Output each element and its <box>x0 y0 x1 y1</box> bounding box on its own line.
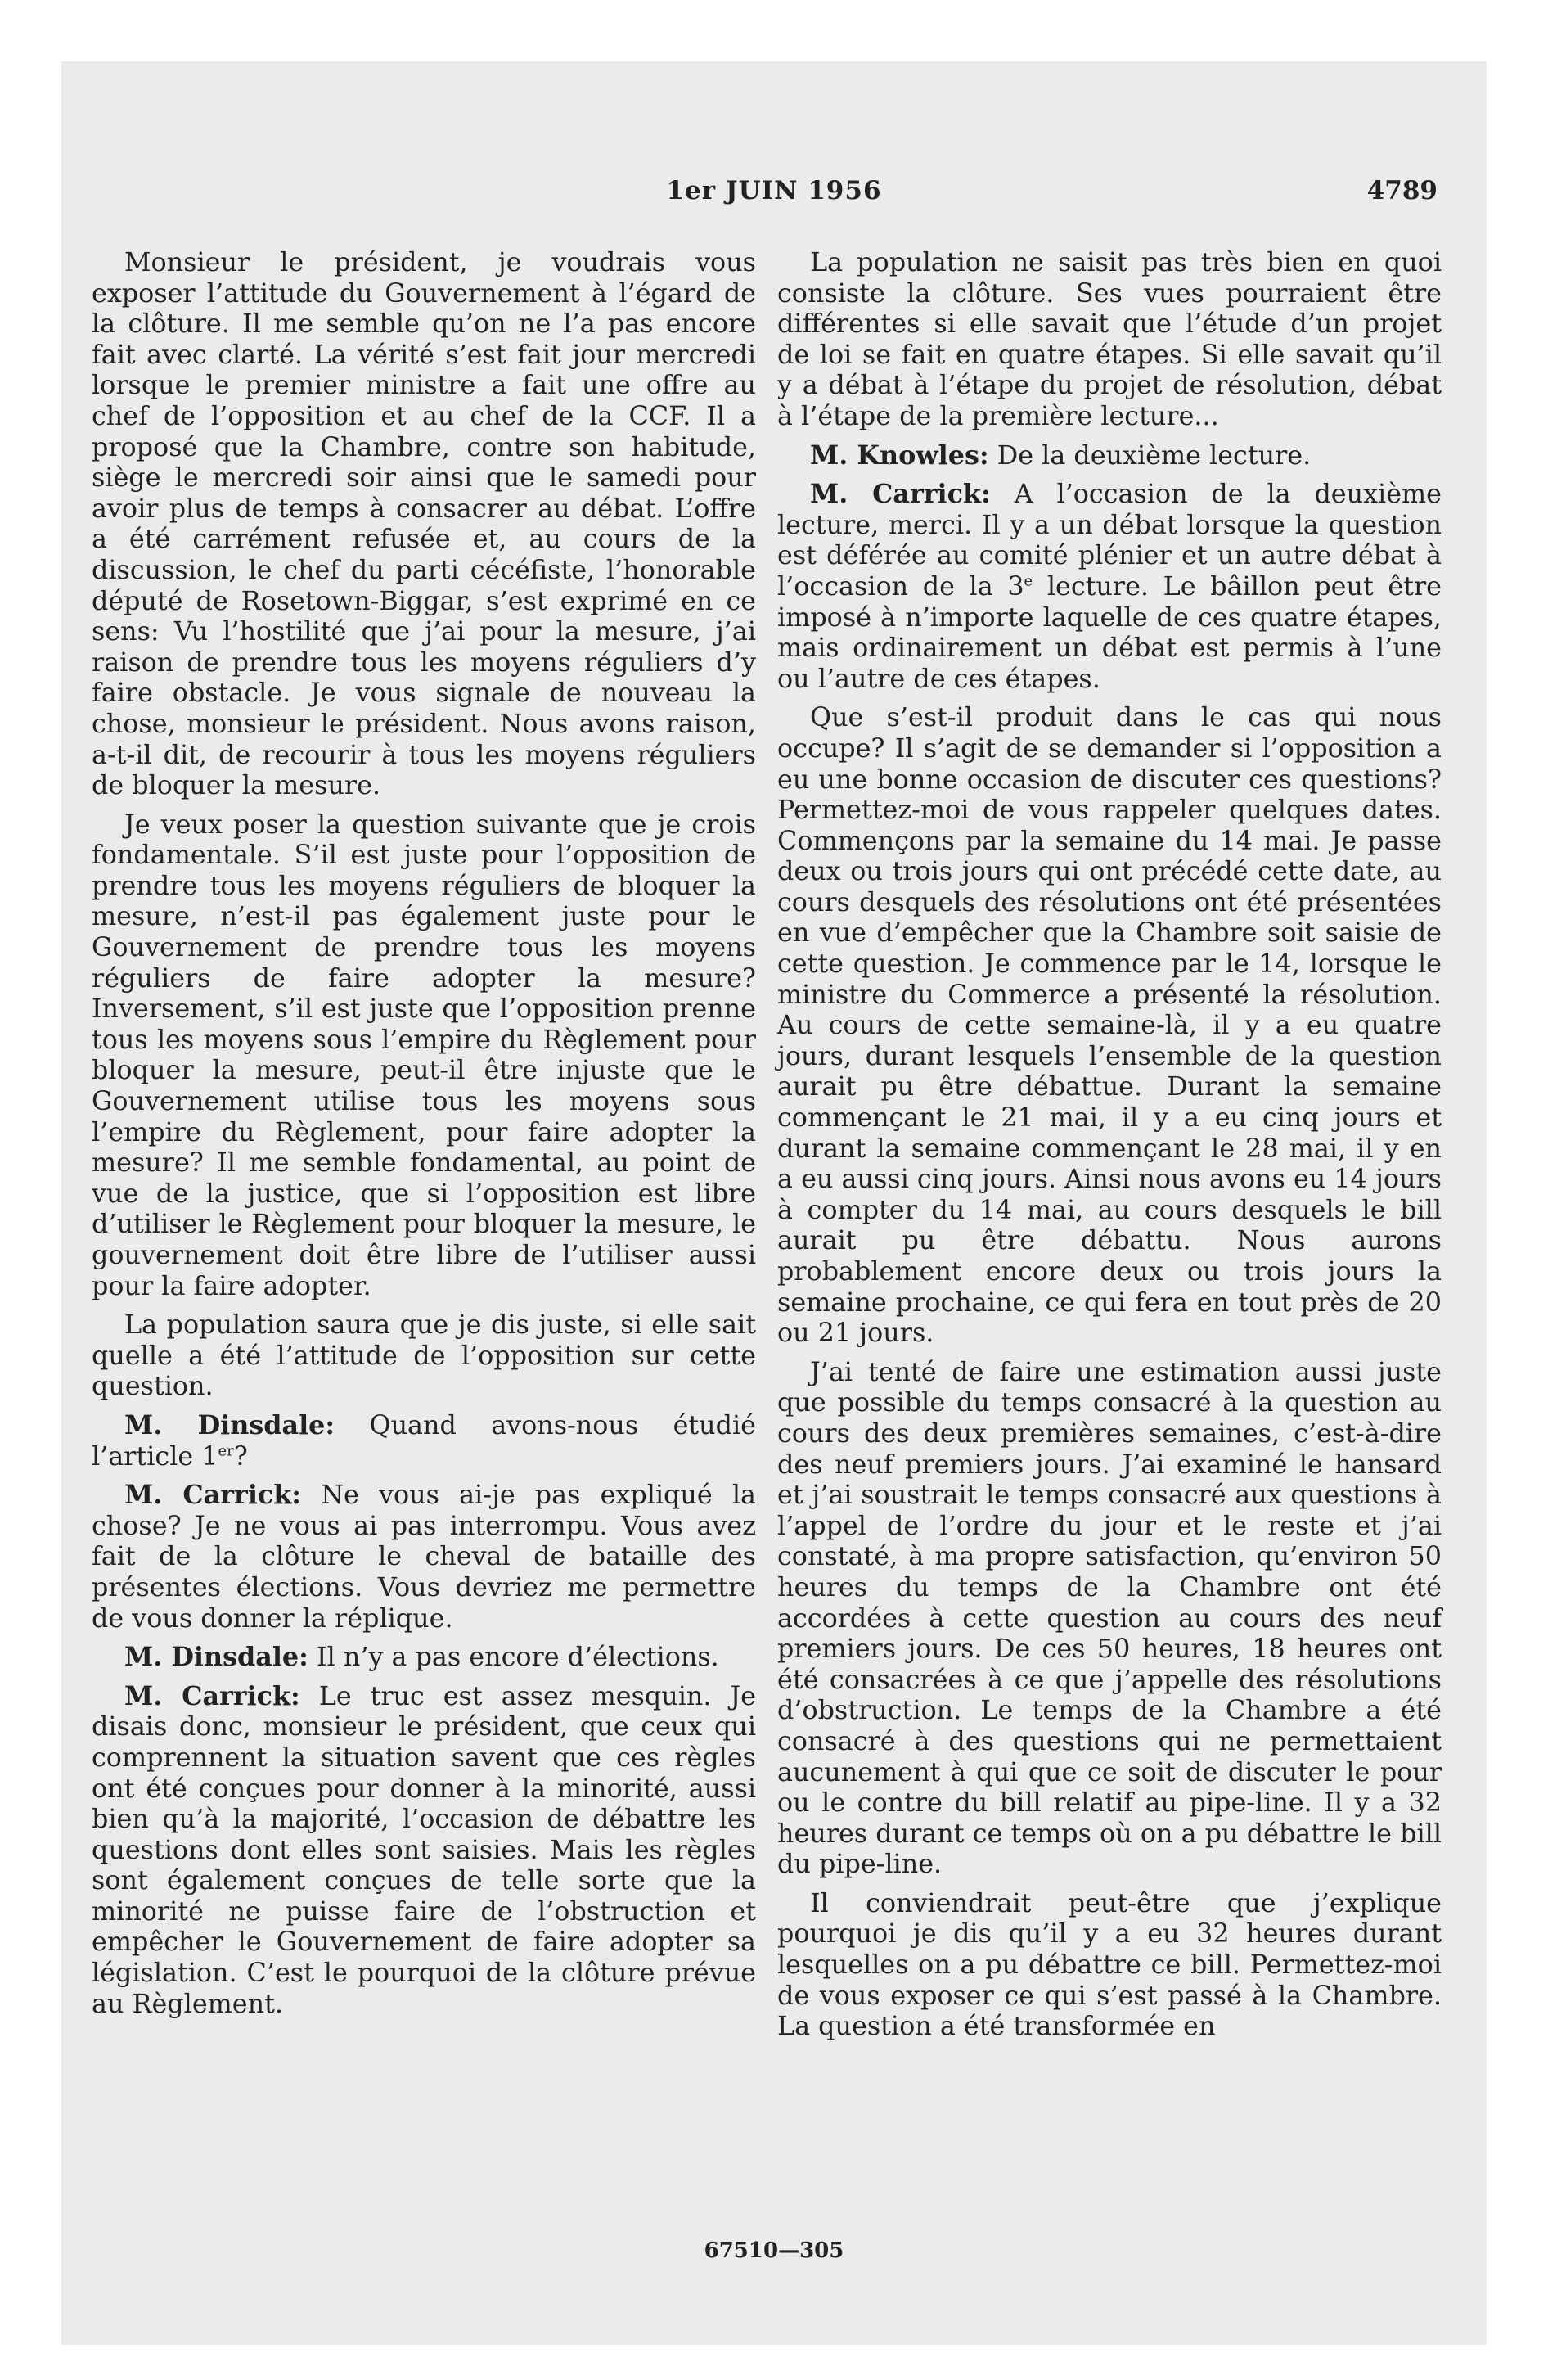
paragraph-text: Le truc est assez mesquin. Je disais donc, monsieur le président, que ceux qui comprennent la situation savent que ces règles ont été conçues pour donner à la minorité, aussi bien qu’à la majorité, l’occasion de débattre les questions dont elles sont saisies. Mais les règles sont également conçues de telle sorte que la minorité ne puisse faire de l’obstruction et empêcher le Gouvernement de faire adopter sa législation. C’est le pourquoi de la clôture prévue au Règlement. <box>92 1680 757 2019</box>
paragraph <box>92 809 756 1302</box>
paragraph-text: J’ai tenté de faire une estimation aussi juste que possible du temps consacré à la question au cours des deux premières semaines, c’est-à-dire des neuf premiers jours. J’ai examiné le hansard et j’ai soustrait le temps consacré aux questions à l’appel de l’ordre du jour et le reste et j’ai constaté, à ma propre satisfaction, qu’environ 50 heures du temps de la Chambre ont été accordées à cette question au cours des neuf premiers jours. De ces 50 heures, 18 heures ont été consacrées à ce que j’appelle des résolutions d’obstruction. Le temps de la Chambre a été consacré à des questions qui ne permettaient aucunement à qui que ce soit de discuter le pour ou le contre du bill relatif au pipe-line. Il y a 32 heures durant ce temps où on a pu débattre le bill du pipe-line. <box>777 1356 1442 1880</box>
speaker-name: M. Dinsdale: <box>124 1642 308 1673</box>
paragraph-text: La population ne saisit pas très bien en quoi consiste la clôture. Ses vues pourraient être différentes si elle savait que l’étude d’un projet de loi se fait en quatre étapes. Si elle savait qu’il y a débat à l’étape du projet de résolution, débat à l’étape de la première lecture... <box>777 247 1442 431</box>
footer-code: 67510—305 <box>704 2238 844 2263</box>
paragraph-text: Il conviendrait peut-être que j’explique pourquoi je dis qu’il y a eu 32 heures durant lesquelles on a pu débattre ce bill. Permettez-moi de vous exposer ce qui s’est passé à la Chambre. La question a été transformée en <box>777 1887 1442 2042</box>
paragraph-text: De la deuxième lecture. <box>997 439 1312 471</box>
paragraph-text: Monsieur le président, je voudrais vous exposer l’attitude du Gouvernement à l’égard de la clôture. Il me semble qu’on ne l’a pas encore fait avec clarté. La vérité s’est fait jour mercredi lorsque le premier ministre a fait une offre au chef de l’opposition et au chef de la CCF. Il a proposé que la Chambre, contre son habitude, siège le mercredi soir ainsi que le samedi pour avoir plus de temps à consacrer au débat. L’offre a été carrément refusée et, au cours de la discussion, le chef du parti cécéfiste, l’honorable député de Rosetown-Biggar, s’est exprimé en ce sens: Vu l’hostilité que j’ai pour la mesure, j’ai raison de prendre tous les moyens réguliers d’y faire obstacle. Je vous signale de nouveau la chose, monsieur le président. Nous avons raison, a-t-il dit, de recourir à tous les moyens réguliers de bloquer la mesure. <box>92 247 756 801</box>
paragraph <box>777 440 1442 471</box>
paragraph-text: Il n’y a pas encore d’élections. <box>317 1642 719 1673</box>
page-number: 4789 <box>1366 176 1438 205</box>
paragraph <box>92 1309 756 1402</box>
superscript: er <box>218 1441 234 1459</box>
paragraph <box>777 702 1442 1348</box>
paragraph-text: Je veux poser la question suivante que je crois fondamentale. S’il est juste pour l’opposition de prendre tous les moyens réguliers de bloquer la mesure, n’est-il pas également juste pour le Gouvernement de prendre tous les moyens réguliers de faire adopter la mesure? Inversement, s’il est juste que l’opposition prenne tous les moyens sous l’empire du Règlement pour bloquer la mesure, peut-il être injuste que le Gouvernement utilise tous les moyens sous l’empire du Règlement, pour faire adopter la mesure? Il me semble fondamental, au point de vue de la justice, que si l’opposition est libre d’utiliser le Règlement pour bloquer la mesure, le gouvernement doit être libre de l’utiliser aussi pour la faire adopter. <box>92 809 756 1301</box>
paragraph-text: Quand avons-nous étudié l’article 1 <box>92 1409 756 1472</box>
paragraph <box>92 1681 756 2020</box>
right-column <box>777 247 1442 2050</box>
paragraph-text: Que s’est-il produit dans le cas qui nous occupe? Il s’agit de se demander si l’opposition a eu une bonne occasion de discuter ces questions? Permettez-moi de vous rappeler quelques dates. Commençons par la semaine du 14 mai. Je passe deux ou trois jours qui ont précédé cette date, au cours desquels des résolutions ont été présentées en vue d’empêcher que la Chambre soit saisie de cette question. Je commence par le 14, lorsque le ministre du Commerce a présenté la résolution. Au cours de cette semaine-là, il y a eu quatre jours, durant lesquels l’ensemble de la question aurait pu être débattue. Durant la semaine commençant le 21 mai, il y a eu cinq jours et durant la semaine commençant le 28 mai, il y en a eu aussi cinq jours. Ainsi nous avons eu 14 jours à compter du 14 mai, au cours desquels le bill aurait pu être débattu. Nous aurons probablement encore deux ou trois jours la semaine prochaine, ce qui fera en tout près de 20 ou 21 jours. <box>777 702 1442 1349</box>
paragraph-text: La population saura que je dis juste, si elle sait quelle a été l’attitude de l’opposition sur cette question. <box>92 1309 756 1402</box>
paragraph <box>92 1642 756 1673</box>
paragraph <box>92 1480 756 1634</box>
paragraph-text: A l’occasion de la deuxième lecture, merci. Il y a un débat lorsque la question est déférée au comité plénier et un autre débat à l’occasion de la 3 <box>777 479 1442 602</box>
speaker-name: M. Dinsdale: <box>124 1409 335 1440</box>
paragraph-text-tail: ? <box>233 1440 248 1472</box>
page-date: 1er JUIN 1956 <box>666 176 882 205</box>
paragraph <box>777 1357 1442 1880</box>
left-column <box>92 247 756 2027</box>
document-page <box>61 61 1487 2345</box>
speaker-name: M. Knowles: <box>810 439 989 471</box>
paragraph <box>777 1888 1442 2042</box>
superscript: e <box>1024 572 1033 590</box>
paragraph <box>92 1410 756 1472</box>
speaker-name: M. Carrick: <box>124 1680 300 1711</box>
paragraph <box>777 247 1442 432</box>
speaker-name: M. Carrick: <box>124 1480 302 1511</box>
paragraph <box>777 479 1442 694</box>
paragraph <box>92 247 756 801</box>
speaker-name: M. Carrick: <box>810 479 991 510</box>
paragraph-text-tail: lecture. Le bâillon peut être imposé à n’importe laquelle de ces quatre étapes, mais ordinairement un débat est permis à l’une ou l’autre de ces étapes. <box>777 570 1442 694</box>
page-header <box>61 176 1487 214</box>
paragraph-text: Ne vous ai-je pas expliqué la chose? Je ne vous ai pas interrompu. Vous avez fait de la clôture le cheval de bataille des présentes élections. Vous devriez me permettre de vous donner la réplique. <box>92 1480 756 1634</box>
